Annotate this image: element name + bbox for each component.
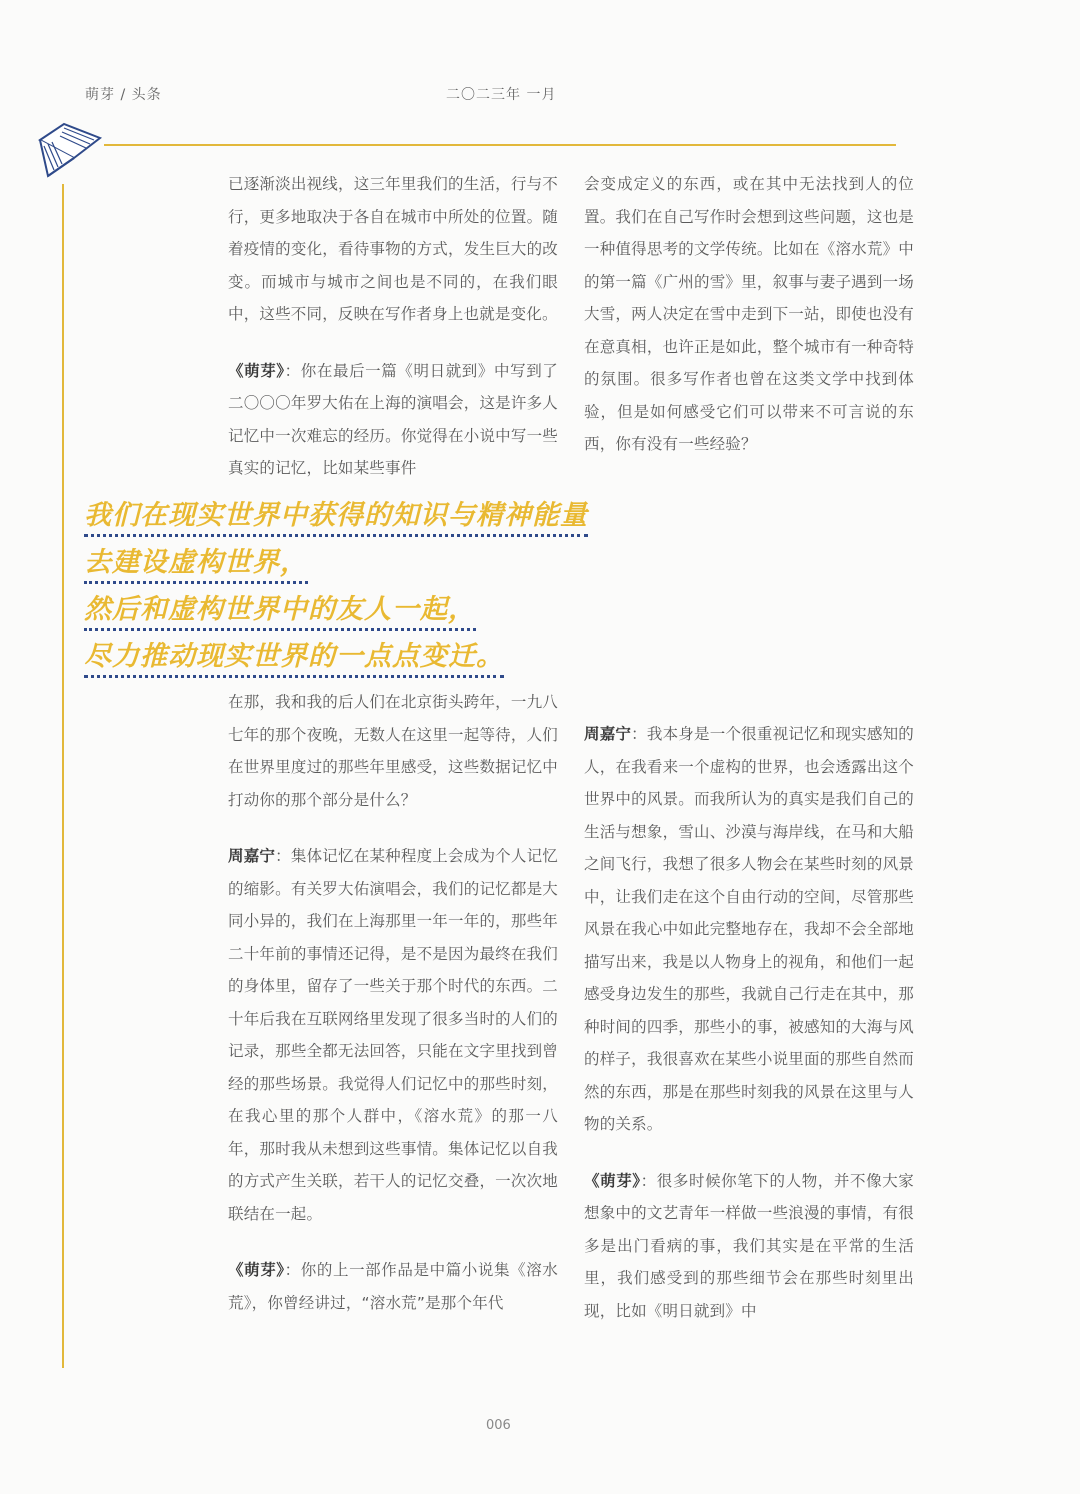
open-book-icon xyxy=(34,118,108,184)
left-margin-line xyxy=(62,184,64,1368)
paragraph: 《萌芽》：你在最后一篇《明日就到》中写到了二〇〇〇年罗大佑在上海的演唱会，这是许多人记忆中一次难忘的经历。你觉得在小说中写一些真实的记忆，比如某些事件 xyxy=(228,361,558,477)
paragraph: 已逐渐淡出视线，这三年里我们的生活，行与不行，更多地取决于各自在城市中所处的位置。随着疫情的变化，看待事物的方式，发生巨大的改变。而城市与城市之间也是不同的，在我们眼中，这些不同，反映在写作者身上也就是变化。 xyxy=(228,175,558,323)
header-date: 二〇二三年 一月 xyxy=(446,87,557,103)
paragraph: 《萌芽》：你的上一部作品是中篇小说集《溶水荒》，你曾经讲过，“溶水荒”是那个年代 xyxy=(228,1261,558,1312)
speaker-label: 周嘉宁 xyxy=(584,725,632,743)
paragraph: 《萌芽》：很多时候你笔下的人物，并不像大家想象中的文艺青年一样做一些浪漫的事情，有很多是出门看病的事，我们其实是在平常的生活里，我们感受到的那些细节会在那些时刻里出现，比如《明日就到》中 xyxy=(584,1171,914,1320)
header-section: 萌芽 / 头条 xyxy=(85,87,162,103)
pull-quote xyxy=(84,500,704,688)
pull-quote-line: 然后和虚构世界中的友人一起， xyxy=(84,594,476,631)
column-3 xyxy=(228,686,558,1343)
speaker-label: 《萌芽》 xyxy=(584,1171,641,1190)
speaker-label: 《萌芽》 xyxy=(228,361,285,380)
header-rule xyxy=(104,144,896,146)
column-2 xyxy=(584,168,914,485)
pull-quote-line: 去建设虚构世界， xyxy=(84,547,308,584)
paragraph: 在那，我和我的后人们在北京街头跨年，一九八七年的那个夜晚，无数人在这里一起等待，人们在世界里度过的那些年里感受，这些数据记忆中打动你的那个部分是什么？ xyxy=(228,693,558,809)
page-number: 006 xyxy=(486,1418,511,1433)
pull-quote-line: 我们在现实世界中获得的知识与精神能量 xyxy=(84,500,588,537)
column-4 xyxy=(584,718,914,1351)
column-1 xyxy=(228,168,558,509)
pull-quote-line: 尽力推动现实世界的一点点变迁。 xyxy=(84,641,504,678)
paragraph: 周嘉宁：我本身是一个很重视记忆和现实感知的人，在我看来一个虚构的世界，也会透露出这个世界中的风景。而我所认为的真实是我们自己的生活与想象，雪山、沙漠与海岸线，在马和大船之间飞行，我想了很多人物会在某些时刻的风景中，让我们走在这个自由行动的空间，尽管那些风景在我心中如此完整地存在，我却不会全部地描写出来，我是以人物身上的视角，和他们一起感受身边发生的那些，我就自己行走在其中，那种时间的四季，那些小的事，被感知的大海与风的样子，我很喜欢在某些小说里面的那些自然而然的东西，那是在那些时刻我的风景在这里与人物的关系。 xyxy=(584,725,914,1133)
speaker-label: 《萌芽》 xyxy=(228,1261,285,1279)
paragraph: 周嘉宁：集体记忆在某种程度上会成为个人记忆的缩影。有关罗大佑演唱会，我们的记忆都是大同小异的，我们在上海那里一年一年的，那些年二十年前的事情还记得，是不是因为最终在我们的身体里，留存了一些关于那个时代的东西。二十年后我在互联网络里发现了很多当时的人们的记录，那些全都无法回答，只能在文字里找到曾经的那些场景。我觉得人们记忆中的那些时刻，在我心里的那个人群中，《溶水荒》的那一八年，那时我从未想到这些事情。集体记忆以自我的方式产生关联，若干人的记忆交叠，一次次地联结在一起。 xyxy=(228,847,558,1223)
speaker-label: 周嘉宁 xyxy=(228,847,276,865)
paragraph: 会变成定义的东西，或在其中无法找到人的位置。我们在自己写作时会想到这些问题，这也是一种值得思考的文学传统。比如在《溶水荒》中的第一篇《广州的雪》里，叙事与妻子遇到一场大雪，两人决定在雪中走到下一站，即使也没有在意真相，也许正是如此，整个城市有一种奇特的氛围。很多写作者也曾在这类文学中找到体验，但是如何感受它们可以带来不可言说的东西，你有没有一些经验？ xyxy=(584,175,914,453)
